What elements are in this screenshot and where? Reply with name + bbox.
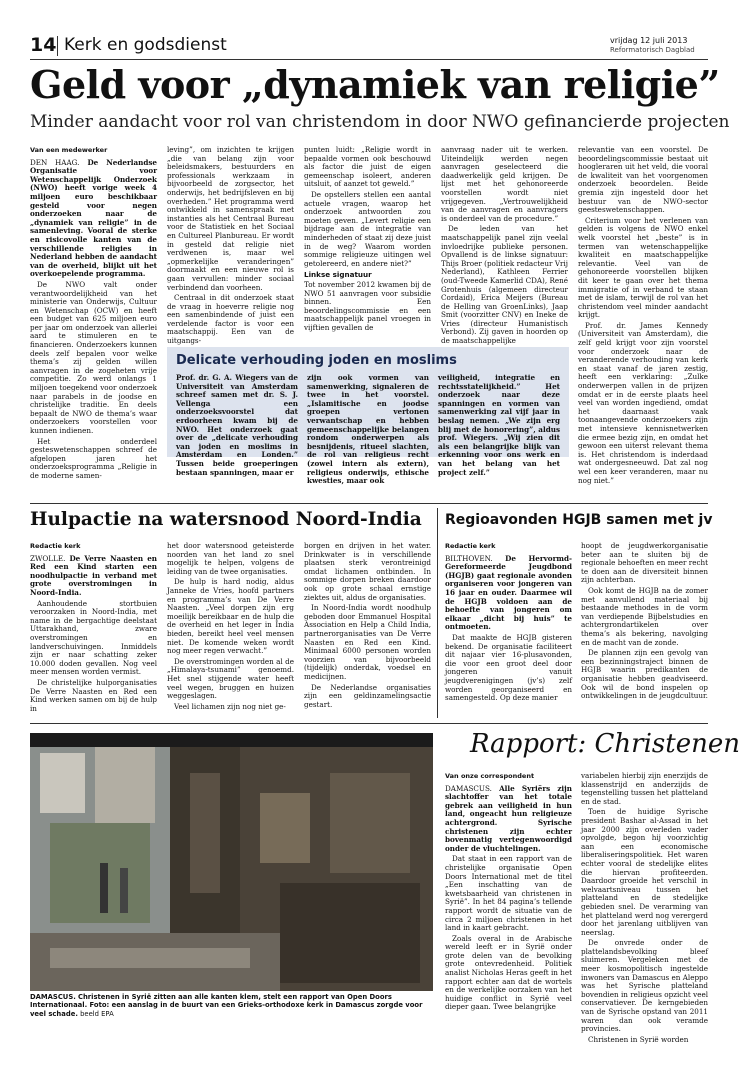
india-paragraph: De christelijke hulporganisaties De Verre Naasten en Red een Kind werken samen om bij de hulp in [30, 677, 157, 713]
india-paragraph: borgen en drijven in het water. Drinkwater is in verschillende plaatsen sterk verontreinigd omdat lichamen ontbinden. In sommige dorpen breken daardoor ook op grote schaal ernstige ziektes uit, aldus de organisaties. [304, 541, 431, 602]
inset-box-col-1: Prof. dr. G. A. Wiegers van de Universiteit van Amsterdam schreef samen met dr. S. J. Vellenga een onderzoeksvoorstel dat erdoorheen kwam bij de NWO. Het onderzoek gaat over de „delicate verhouding van joden en moslims in Amsterdam en Londen.” Tussen beide groeperingen bestaan spanningen, maar er [176, 373, 298, 477]
main-paragraph: De opstellers stellen een aantal actuele vragen, waarop het onderzoek antwoorden zou moeten geven. „Levert religie een bijdrage aan de integratie van minderheden of staat zij deze juist in de weg? Waarom worden sommige religieuze uitingen wel getolereerd, en andere niet?” [304, 189, 431, 268]
hgjb-dateline: BILTHOVEN. [445, 553, 493, 563]
main-paragraph: Criterium voor het verlenen van gelden is volgens de NWO enkel welk voorstel het „beste” is in termen van wetenschappelijke kwaliteit en maatschappelijke relevantie. Veel van de gehonoreerde voorstellen blijken dit keer te gaan over het thema immigratie of in verband te staan met de islam, terwijl de rol van het christendom veel minder aandacht krijgt. [578, 215, 708, 320]
india-dateline: ZWOLLE. [30, 553, 66, 563]
main-subhead: Linkse signatuur [304, 270, 372, 280]
india-paragraph: De Nederlandse organisaties zijn een geldinzamelingsactie gestart. [304, 682, 431, 709]
main-col-2 [167, 146, 294, 346]
syria-paragraph: Zoals overal in de Arabische wereld leeft er in Syrië onder grote delen van de bevolking grote ontevredenheid. Politiek analist Nicholas Heras geeft in het rapport echter aan dat de wortels en de werkelijke oorzaken van het huidige conflict in Syrië veel dieper gaan. Twee belangrijke [445, 933, 572, 1012]
main-paragraph: punten luidt: „Religie wordt in bepaalde vormen ook beschouwd als factor die juist de eigen gemeenschap isoleert, anderen uitsluit, of aanzet tot geweld.” [304, 145, 431, 189]
india-byline: Redactie kerk [30, 542, 81, 550]
india-paragraph: De hulp is hard nodig, aldus Janneke de Vries, hoofd partners en programma’s van De Verre Naasten. „Veel dorpen zijn erg moeilijk bereikbaar en de hulp die de overheid en het leger in India bieden, bereikt heel veel mensen niet. De komende weken wordt nog meer regen verwacht.” [167, 577, 294, 656]
main-paragraph: De leden van het maatschappelijk panel zijn veelal invloedrijke publieke personen. Opvallend is de linkse signatuur: Thijs Broer (politiek redacteur Vrij Nederland), Kathleen Ferrier (oud-Tweede Kamerlid CDA), René Grotenhuis (algemeen directeur Cordaid), Erica Meijers (Bureau de Helling van GroenLinks), Jaap Smit (voorzitter CNV) en Ineke de Vries (directeur Humanistisch Verbond). Zij gaven in hoorden op de maatschappelijke [441, 224, 568, 346]
main-paragraph: De NWO valt onder verantwoordelijkheid van het ministerie van Onderwijs, Cultuur en Wetenschap (OCW) en heeft een budget van 625 miljoen euro per jaar om onderzoek van allerlei aard te stimuleren en te financieren. Onderzoekers kunnen deels zelf bepalen voor welke thema’s zij gelden willen aanvragen in de zogeheten vrije competitie. Zo werd onlangs 1 miljoen toegekend voor onderzoek naar parabels in de joodse en christelijke traditie. En deels bepaalt de NWO de thema’s waar onderzoekers voorstellen voor kunnen indienen. [30, 279, 157, 435]
inset-box-col-3: veiligheid, integratie en rechtsstatelijkheid.” Het onderzoek naar deze spanningen en vormen van samenwerking zal vijf jaar in beslag nemen. „We zijn erg blij met de honorering”, aldus prof. Wiegers. „Wij zien dit als een belangrijke blijk van erkenning voor ons werk en van het belang van het project zelf.” [438, 373, 560, 477]
section-rule [30, 723, 708, 724]
main-col-5 [578, 145, 708, 485]
main-col-4 [441, 146, 568, 346]
syria-paragraph: De onvrede onder de plattelandsbevolking bleef sluimeren. Vergeleken met de meer kosmopolitisch ingestelde inwoners van Damascus en Aleppo was het Syrische platteland bovendien in religieus opzicht veel conservatiever. De kerngebieden van de Syrische opstand van 2011 waren dan ook veramde provincies. [581, 938, 708, 1034]
hgjb-paragraph: Dat maakte de HGJB gisteren bekend. De organisatie faciliteert dit najaar vier 16-plusavonden, die voor een groot deel door jongeren vanuit jeugdverenigingen (jv’s) zelf worden georganiseerd en samengesteld. Op deze manier [445, 632, 572, 703]
main-paragraph: relevantie van een voorstel. De beoordelingscommissie bestaat uit hoogleraren uit het veld, die vooral de kwaliteit van het voorgenomen onderzoek beoordelen. Beide gremia zijn ingesteld door het bestuur van de NWO-sector geesteswetenschappen. [578, 145, 708, 215]
photo-caption-text: Christenen in Syrië zitten aan alle kanten klem, stelt een rapport van Open Doors Internationaal. Foto: een aanslag in de buurt van een Grieks-orthodoxe kerk in Damascus zorgde voor veel schade. [30, 993, 423, 1018]
header-divider [57, 36, 58, 56]
photo-caption [30, 993, 433, 1018]
hgjb-paragraph: De plannen zijn een gevolg van een bezinningstraject binnen de HGJB waarin predikanten de organisatie hebben geadviseerd. Ook wil de bond inspelen op ontwikkelingen in de jeugdcultuur. [581, 648, 708, 701]
inset-box-col-2: zijn ook vormen van samenwerking, signaleren de twee in het voorstel. „Islamitische en joodse groepen vertonen verwantschap en hebben gemeenschappelijke belangen rondom onderwerpen als besnijdenis, ritueel slachten, de rol van religieus recht (zowel intern als extern), religieus onderwijs, ethische kwesties, maar ook [307, 373, 429, 486]
main-headline[interactable]: Geld voor „dynamiek van religie” [30, 62, 720, 107]
damascus-photo-image [30, 733, 433, 991]
photo-caption-place: DAMASCUS. [30, 993, 76, 1001]
section-rule [30, 503, 708, 504]
india-paragraph: Veel lichamen zijn nog niet ge- [174, 701, 286, 711]
column-divider [437, 508, 438, 718]
india-col-2 [167, 542, 294, 714]
inset-box-title: Delicate verhouding joden en moslims [176, 353, 457, 368]
syria-lead: Alle Syriërs zijn slachtoffer van het totale gebrek aan veiligheid in hun land, ongeacht hun religieuze achtergrond. Syrische christenen zijn echter bovenmatig vertegenwoordigd onder de vluchtelingen. [445, 783, 572, 853]
main-paragraph: aanvraag nader uit te werken. Uiteindelijk werden negen aanvragen geselecteerd die daadwerkelijk geld krijgen. De lijst met het gehonoreerde voorstellen wordt niet vrijgegeven. „Vertrouwelijkheid van de aanvragen en aanvragers is onderdeel van de procedure.” [441, 145, 568, 223]
india-headline[interactable]: Hulpactie na watersnood Noord-India [30, 509, 422, 530]
main-byline: Van een medewerker [30, 146, 108, 154]
main-paragraph: Het onderdeel gesteswetenschappen schreef de afgelopen jaren het onderzoeksprogramma „Religie in de moderne samen- [30, 436, 157, 480]
india-paragraph: De overstromingen worden al de „Himalaya-tsunami” genoemd. Het snel stijgende water heeft veel wegen, bruggen en huizen weggeslagen. [167, 656, 294, 701]
syria-paragraph: Dat staat in een rapport van de christelijke organisatie Open Doors International met de titel „Een inschatting van de kwetsbaarheid van christenen in Syrië”. In het 84 pagina’s tellende rapport wordt de situatie van de circa 2 miljoen christenen in het land in kaart gebracht. [445, 854, 572, 933]
damascus-photo[interactable] [30, 733, 433, 991]
syria-paragraph: variabelen hierbij zijn enerzijds de klassenstrijd en anderzijds de tegenstelling tussen het platteland en de stad. [581, 771, 709, 806]
syria-col-1 [445, 772, 572, 1062]
hgjb-paragraph: hoopt de jeugdwerkorganisatie beter aan te sluiten bij de regionale behoeften en meer recht te doen aan de diversiteit binnen zijn achterban. [581, 541, 708, 585]
newspaper-name: Reformatorisch Dagblad [610, 46, 695, 54]
india-paragraph: het door watersnood geteisterde noorden van het land zo snel mogelijk te helpen, volgens de leiding van de twee organisaties. [167, 541, 294, 576]
hgjb-headline[interactable]: Regioavonden HGJB samen met jv [445, 512, 713, 528]
hgjb-paragraph: Ook komt de HGJB na de zomer met aanvullend materiaal bij bestaande methodes in de vorm van verdiepende Bijbelstudies en achtergrondartikelen over thema’s als bekering, navolging en de macht van de zonde. [581, 585, 708, 647]
main-paragraph: Centraal in dit onderzoek staat de vraag in hoeverre religie nog een samenbindende of juist een verdelende factor is voor een maatschappij. Een van de uitgangs- [167, 293, 294, 346]
syria-dateline: DAMASCUS. [445, 783, 492, 793]
syria-paragraph: Toen de huidige Syrische president Bashar al-Assad in het jaar 2000 zijn overleden vader opvolgde, begon hij voorzichtig aan een economische liberaliseringspolitiek. Het waren echter vooral de stedelijke elites die hiervan profiteerden. Daardoor groeide het verschil in welvaartsniveau tussen het platteland en de stedelijke gebieden snel. De verarming van het platteland werd nog verergerd door het jarenlang uitblijven van neerslag. [581, 807, 708, 937]
main-lead: De Nederlandse Organisatie voor Wetenschappelijk Onderzoek (NWO) heeft vorige week 4 miljoen euro beschikbaar gesteld voor negen onderzoeken naar de „dynamiek van religie” in de samenleving. Vooral de sterke en risicovolle kanten van de verschillende religies in Nederland hebben de aandacht van de overheid, blijkt uit het overkoepelende programma. [30, 157, 157, 279]
syria-byline: Van onze correspondent [445, 772, 535, 780]
india-col-3 [304, 542, 431, 714]
hgjb-col-2 [581, 542, 708, 714]
main-dateline: DEN HAAG. [30, 157, 80, 167]
main-paragraph: leving”, om inzichten te krijgen „die van belang zijn voor beleidsmakers, bestuurders en professionals werkzaam in bijvoorbeeld de zorgsector, het onderwijs, het bedrijfsleven en bij overheden.” Het programma werd ontwikkeld in samenspraak met instanties als het Centraal Bureau voor de Statistiek en het Sociaal en Cultureel Planbureau. Er wordt in gesteld dat religie niet verdwenen is, maar wel „opmerkelijke veranderingen” doormaakt en een nieuwe rol is gaan vervullen: minder sociaal verbindend dan voorheen. [167, 145, 294, 292]
syria-paragraph: Christenen in Syrië worden [588, 1034, 689, 1044]
main-subheadline: Minder aandacht voor rol van christendom in door NWO gefinancierde projecten [30, 112, 730, 132]
main-col-3 [304, 146, 431, 346]
main-paragraph: Tot november 2012 kwamen bij de NWO 51 aanvragen voor subsidie binnen. Een beoordelingscommissie en een maatschappelijk panel vroegen in vijftien gevallen de [304, 279, 431, 332]
india-paragraph: In Noord-India wordt noodhulp geboden door Emmanuel Hospital Association en Help a Child India, partnerorganisaties van De Verre Naasten en Red een Kind. Minimaal 6000 personen worden voorzien van bijvoorbeeld (tijdelijk) onderdak, voedsel en medicijnen. [304, 603, 431, 681]
main-col-1 [30, 146, 157, 480]
section-title: Kerk en godsdienst [64, 35, 227, 55]
photo-credit: beeld EPA [80, 1009, 114, 1018]
inset-box [167, 347, 569, 486]
syria-headline[interactable]: Rapport: Christenen [470, 729, 740, 759]
page-number: 14 [30, 34, 57, 56]
issue-date: vrijdag 12 juli 2013 [610, 36, 688, 45]
india-paragraph: Aanhoudende stortbuien veroorzaken in Noord-India, met name in de bergachtige deelstaat Uttarakhand, zware overstromingen en landverschuivingen. Inmiddels zijn er naar schatting zeker 10.000 doden gevallen. Nog veel meer mensen worden vermist. [30, 598, 157, 677]
hgjb-col-1 [445, 542, 572, 714]
header-rule [30, 59, 708, 60]
syria-col-2 [581, 772, 708, 1062]
main-paragraph: Prof. dr. James Kennedy (Universiteit van Amsterdam), die zelf geld krijgt voor zijn voorstel voor onderzoek naar de veranderende verhouding van kerk en staat vanaf de jaren zestig, heeft een verklaring: „Zulke onderwerpen vallen in de prijzen omdat er in de eerste plaats heel veel van worden ingediend, omdat het daarnaast vaak toonaangevende onderzoekers zijn met intensieve kennisnetwerken die ermee bezig zijn, en omdat het gewoon een uiterst relevant thema is. Het christendom is inderdaad wat ondergesneeuwd. Dat zal nog wel een keer veranderen, maar nu nog niet.” [578, 320, 708, 485]
hgjb-lead: De Hervormd-Gereformeerde Jeugdbond (HGJB) gaat regionale avonden organiseren voor jongeren van 16 jaar en ouder. Daarmee wil de HGJB voldoen aan de behoefte van jongeren om elkaar „dicht bij huis” te ontmoeten. [445, 553, 572, 632]
hgjb-byline: Redactie kerk [445, 542, 496, 550]
india-col-1 [30, 542, 157, 714]
india-lead: De Verre Naasten en Red een Kind starten een noodhulpactie in verband met grote overstromingen in Noord-India. [30, 553, 157, 597]
